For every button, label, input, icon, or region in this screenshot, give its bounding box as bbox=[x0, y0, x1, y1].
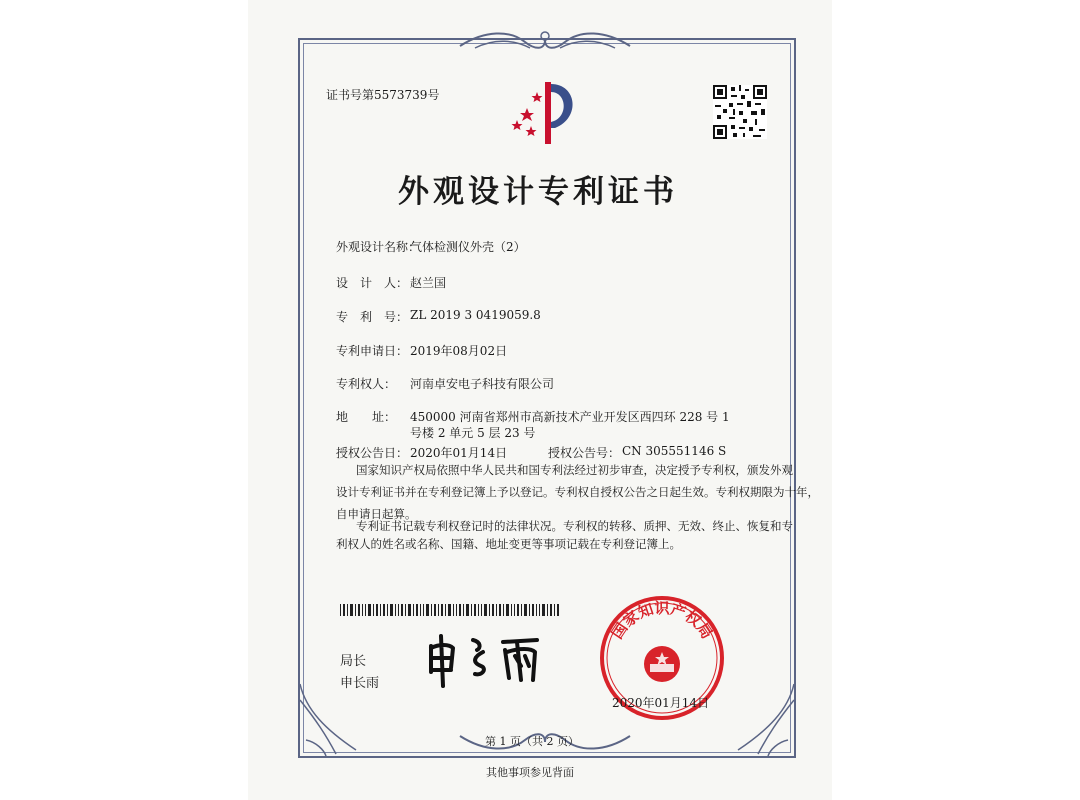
page-title: 外观设计专利证书 bbox=[398, 174, 678, 210]
body-paragraph-1-line-2: 设计专利证书并在专利登记簿上予以登记。专利权自授权公告之日起生效。专利权期限为十年， bbox=[336, 485, 819, 499]
designer-label: 设 计 人： bbox=[336, 276, 409, 290]
patentee-value: 河南卓安电子科技有限公司 bbox=[410, 377, 555, 391]
seal-date: 2020年01月14日 bbox=[612, 696, 710, 710]
address-line-2: 号楼 2 单元 5 层 23 号 bbox=[410, 426, 536, 440]
barcode-icon bbox=[340, 604, 560, 616]
page-indicator: 第 1 页（共 2 页） bbox=[485, 735, 579, 748]
footer-note: 其他事项参见背面 bbox=[486, 766, 574, 779]
body-paragraph-2-line-2: 利权人的姓名或名称、国籍、地址变更等事项记载在专利登记簿上。 bbox=[336, 537, 681, 551]
director-role: 局长 bbox=[340, 654, 367, 669]
body-paragraph-1-line-1: 国家知识产权局依照中华人民共和国专利法经过初步审查，决定授予专利权，颁发外观 bbox=[356, 463, 793, 477]
address-label: 地 址： bbox=[336, 410, 397, 424]
designer-value: 赵兰国 bbox=[410, 276, 447, 290]
top-ornament bbox=[455, 28, 635, 54]
svg-text:国家知识产权局 bbox=[608, 599, 716, 642]
grant-date-label: 授权公告日： bbox=[336, 446, 409, 460]
grant-number-value: CN 305551146 S bbox=[622, 444, 727, 458]
design-name-label: 外观设计名称： bbox=[336, 240, 421, 254]
bottom-right-ornament bbox=[728, 680, 798, 760]
patent-number-value: ZL 2019 3 0419059.8 bbox=[410, 308, 541, 322]
grant-date-value: 2020年01月14日 bbox=[410, 446, 508, 460]
patentee-label: 专利权人： bbox=[336, 377, 397, 391]
body-paragraph-1-line-3: 自申请日起算。 bbox=[336, 507, 417, 521]
cnipa-logo-icon bbox=[505, 78, 585, 150]
bottom-left-ornament bbox=[296, 680, 366, 760]
filing-date-value: 2019年08月02日 bbox=[410, 344, 508, 358]
design-name-value: 气体检测仪外壳（2） bbox=[410, 240, 526, 254]
handwritten-signature-icon bbox=[425, 632, 555, 688]
director-name: 申长雨 bbox=[340, 676, 380, 691]
address-line-1: 450000 河南省郑州市高新技术产业开发区西四环 228 号 1 bbox=[410, 410, 730, 424]
certificate-number: 证书号第5573739号 bbox=[326, 88, 440, 102]
body-paragraph-2-line-1: 专利证书记载专利权登记时的法律状况。专利权的转移、质押、无效、终止、恢复和专 bbox=[356, 519, 793, 533]
grant-number-label: 授权公告号： bbox=[548, 446, 621, 460]
filing-date-label: 专利申请日： bbox=[336, 344, 409, 358]
patent-number-label: 专 利 号： bbox=[336, 310, 409, 324]
qr-code-icon bbox=[713, 85, 767, 139]
seal-text: 国家知识产权局 bbox=[607, 599, 717, 643]
